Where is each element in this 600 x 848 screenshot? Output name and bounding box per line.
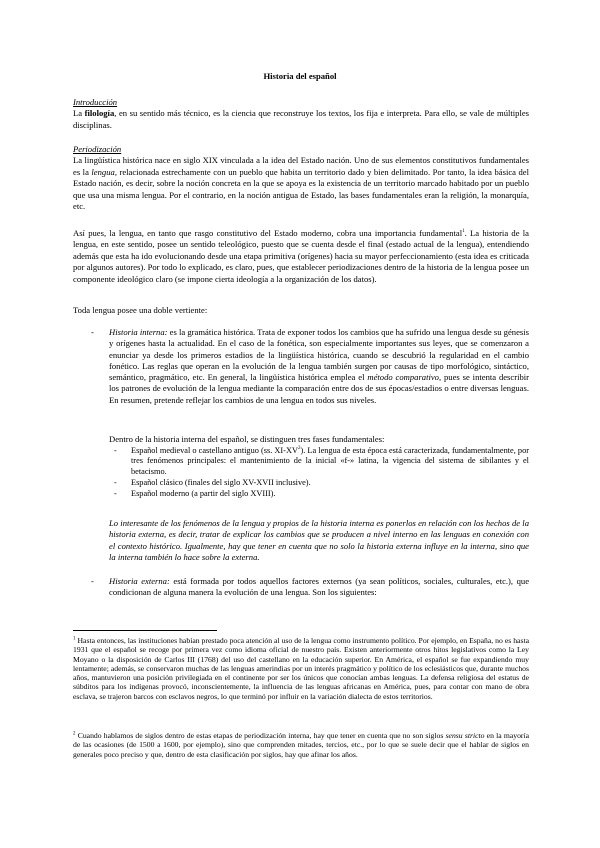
periodization-section [73, 144, 529, 212]
fase-dash-2: - [114, 478, 117, 487]
intro-paragraph [73, 108, 529, 131]
fase-item-1 [114, 446, 529, 477]
footnote-2 [73, 731, 529, 759]
historia-externa-item [109, 576, 529, 599]
footnote-1-number: 1 [73, 636, 76, 642]
p2-text-a: Así pues, la lengua, en tanto que rasgo constitutivo del Estado moderno, cobra una importancia fundamental [73, 228, 463, 238]
footnote-divider [73, 630, 217, 631]
fase-item-2 [114, 478, 529, 488]
fase-3-text: Español moderno (a partir del siglo XVIII). [131, 489, 276, 498]
fase-2-text: Español clásico (finales del siglo XV-XVII inclusive). [131, 478, 311, 487]
interna-italic: método comparativo [367, 372, 439, 383]
interna-text-a: es la gramática histórica. Trata de exponer todos los cambios que ha sufrido una lengua desde su génesis y orígenes hasta la actualidad. En el caso de la fonética, son especialmente importantes sus leyes, que se comenzaron a enunciar ya desde los primeros estadios de la lingüística histórica, cuando se descubrió la regularidad en el cambio fonético. Las reglas que operan en la evolución de la lengua también surgen por causas de tipo morfológico, sintáctico, semántico, pragmático, etc. En general, la lingüística histórica emplea el [109, 327, 529, 383]
interna-text-b: , pues se intenta describir los patrones de evolución de la lengua mediante la comparación entre dos de sus épocas/estadios o entre diversas lenguas. En resumen, pretende reflejar los cambios de una lengua en todos sus niveles. [109, 372, 530, 405]
p1-text-b: , relacionada estrechamente con un pueblo que habita un territorio dado y bien delimitado. Por tanto, la idea básica del Estado nación, es decir, sobre la noción concreta en la que se apoya es la existencia de un territorio marcado habitado por un pueblo que usa una misma lengua. Por el contrario, en la noción antigua de Estado, las bases fundamentales eran la religión, la monarquía, etc. [73, 166, 529, 212]
historia-interna-label: Historia interna: [109, 327, 168, 337]
intro-text: , en su sentido más técnico, es la ciencia que reconstruye los textos, los fija e interpreta. Para ello, se vale de múltiples disciplinas. [73, 108, 529, 130]
page-title: Historia del español [263, 71, 337, 81]
fase-1-text-a: Español medieval o castellano antiguo (ss. XI-XV [131, 446, 298, 455]
interna-note: Lo interesante de los fenómenos de la lengua y propios de la historia interna es ponerlos en relación con los hechos de la historia externa, es decir, tratar de explicar los cambios que se producen a nivel interno en las lenguas en conexión con el contexto histórico. Igualmente, hay que tener en cuenta que no solo la historia externa influye en la interna, sino que la interna también lo hace sobre la externa. [109, 518, 529, 562]
intro-lead: La [73, 108, 83, 119]
fase-dash-3: - [114, 489, 117, 498]
externa-text: está formada por todos aquellos factores externos (ya sean políticos, sociales, culturales, etc.), que condicionan de alguna manera la evolución de una lengua. Son los siguientes: [109, 576, 530, 598]
footnote-2-text-a: Cuando hablamos de siglos dentro de estas etapas de periodización interna, hay que tener en cuenta que no son siglos [77, 731, 444, 740]
periodization-paragraph-2 [73, 228, 529, 285]
historia-externa-label: Historia externa: [109, 576, 170, 586]
p1-text-a: La lingüística histórica nace en siglo XIX vinculada a la idea del Estado nación. Uno de sus elementos constitutivos fundamentales es la [73, 155, 529, 177]
footnote-2-text-b: en la mayoría de las ocasiones (de 1500 a 1600, por ejemplo), sino que comprenden mitades, tercios, etc., por lo que se suele decir que el hablar de siglos en generales poco preciso y que, dentro de esta clasificación por siglos, hay que afinar los años. [73, 731, 530, 759]
p1-italic: lengua [91, 166, 115, 177]
historia-interna-item [109, 327, 529, 406]
footnote-1-text: Hasta entonces, las instituciones habían prestado poca atención al uso de la lengua como instrumento político. Por ejemplo, en España, no es hasta 1931 que el español se recoge por primera vez como idioma oficial de nuestro país. Existen anteriormente otros hitos legislativos como la Ley Moyano o la disposición de Carlos III (1768) del uso del castellano en la educación superior. En América, el español se fue expandiendo muy lentamente; además, se conservaron muchas de las lenguas amerindias por un interés pragmático y político de los eclesiásticos que, durante muchos años, mantuvieron una posición privilegiada en el continente por ser los únicos que conocían ambas lenguas. La defensa religiosa del estatus de súbditos para los indígenas provocó, inconscientemente, la influencia de las lenguas africanas en América, pues, para contar con mano de obra esclava, se trajeron barcos con esclavos negros, lo que terminó por influir en la variación dialecta de estos territorios. [73, 636, 530, 701]
footnote-ref-1[interactable]: 1 [462, 229, 465, 235]
intro-section [73, 97, 529, 131]
footnote-2-number: 2 [73, 731, 76, 737]
bullet-interna-mark: - [91, 327, 94, 337]
fase-1-text-b: ). La lengua de esta época está caracterizada, fundamentalmente, por tres fenómenos principales: el mantenimiento de la inicial «f-» latina, la vigencia del sistema de sibilantes y el betacismo. [131, 446, 529, 476]
fases-intro: Dentro de la historia interna del español, se distinguen tres fases fundamentales: [109, 434, 385, 444]
periodization-heading: Periodización [73, 144, 122, 154]
intro-heading: Introducción [73, 97, 118, 107]
fase-item-3 [114, 489, 529, 499]
p2-text-b: . La historia de la lengua, en este sentido, posee un sentido teleológico, puesto que se cuenta desde el final (estado actual de la lengua), entendiendo además que esta ha ido evolucionando desde una etapa primitiva (orígenes) hacia su mayor perfeccionamiento (esta idea es criticada por algunos autores). Por todo lo explicado, es claro, pues, que establecer periodizaciones dentro de la historia de la lengua posee un componente ideológico claro (se impone cierta ideología a la organización de los datos). [73, 228, 529, 284]
periodization-paragraph-1 [73, 155, 529, 212]
bullet-externa-mark: - [91, 576, 94, 586]
periodization-paragraph-3: Toda lengua posee una doble vertiente: [73, 305, 208, 315]
fase-dash-1: - [114, 446, 117, 455]
footnote-2-italic: sensu stricto [445, 731, 485, 740]
intro-term: filología [84, 108, 115, 119]
footnote-ref-2[interactable]: 2 [297, 446, 301, 452]
footnote-1 [73, 636, 529, 701]
